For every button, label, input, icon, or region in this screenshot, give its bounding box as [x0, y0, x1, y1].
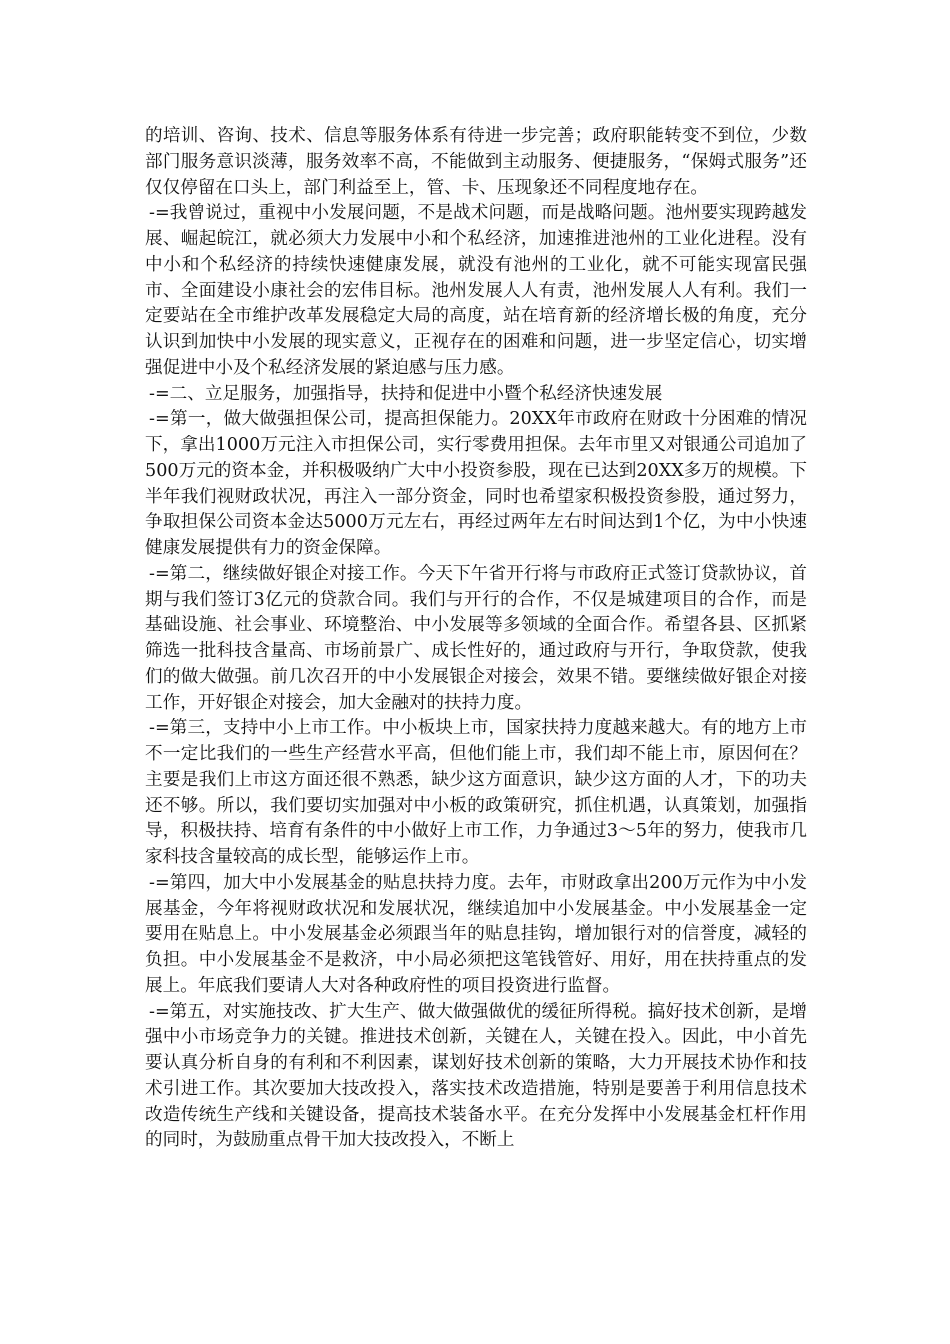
- paragraph-continuation: 的培训、咨询、技术、信息等服务体系有待进一步完善；政府职能转变不到位，少数部门服务意识淡薄，服务效率不高，不能做到主动服务、便捷服务，“保姆式服务”还仅仅停留在口头上，部门利益至上，管、卡、压现象还不同程度地存在。: [145, 126, 807, 198]
- paragraph-third: -=第三，支持中小上市工作。中小板块上市，国家扶持力度越来越大。有的地方上市不一定比我们的一些生产经营水平高，但他们能上市，我们却不能上市，原因何在？主要是我们上市这方面还很不熟悉，缺少这方面意识，缺少这方面的人才，下的功夫还不够。所以，我们要切实加强对中小板的政策研究，抓住机遇，认真策划，加强指导，积极扶持、培育有条件的中小做好上市工作，力争通过3～5年的努力，使我市几家科技含量较高的成长型，能够运作上市。: [145, 718, 807, 867]
- paragraph-fourth: -=第四，加大中小发展基金的贴息扶持力度。去年，市财政拿出200万元作为中小发展基金，今年将视财政状况和发展状况，继续追加中小发展基金。中小发展基金一定要用在贴息上。中小发展基金必须跟当年的贴息挂钩，增加银行对的信誉度，减轻的负担。中小发展基金不是救济，中小局必须把这笔钱管好、用好，用在扶持重点的发展上。年底我们要请人大对各种政府性的项目投资进行监督。: [145, 872, 807, 996]
- paragraph-second: -=第二，继续做好银企对接工作。今天下午省开行将与市政府正式签订贷款协议，首期与我们签订3亿元的贷款合同。我们与开行的合作，不仅是城建项目的合作，而是基础设施、社会事业、环境整治、中小发展等多领域的全面合作。希望各县、区抓紧筛选一批科技含量高、市场前景广、成长性好的，通过政府与开行，争取贷款，使我们的做大做强。前几次召开的中小发展银企对接会，效果不错。要继续做好银企对接工作，开好银企对接会，加大金融对的扶持力度。: [145, 563, 807, 713]
- paragraph-strategy: -=我曾说过，重视中小发展问题，不是战术问题，而是战略问题。池州要实现跨越发展、崛起皖江，就必须大力发展中小和个私经济，加速推进池州的工业化进程。没有中小和个私经济的持续快速健康发展，就没有池州的工业化，就不可能实现富民强市、全面建设小康社会的宏伟目标。池州发展人人有责，池州发展人人有利。我们一定要站在全市维护改革发展稳定大局的高度，站在培育新的经济增长极的角度，充分认识到加快中小发展的现实意义，正视存在的困难和问题，进一步坚定信心，切实增强促进中小及个私经济发展的紧迫感与压力感。: [145, 203, 807, 378]
- paragraph-first: -=第一，做大做强担保公司，提高担保能力。20XX年市政府在财政十分困难的情况下，拿出1000万元注入市担保公司，实行零费用担保。去年市里又对银通公司追加了500万元的资本金，并积极吸纳广大中小投资参股，现在已达到20XX多万的规模。下半年我们视财政状况，再注入一部分资金，同时也希望家积极投资参股，通过努力，争取担保公司资本金达5000万元左右，再经过两年左右时间达到1个亿，为中小快速健康发展提供有力的资金保障。: [145, 409, 807, 558]
- document-page: [145, 124, 807, 1154]
- section-heading-two: -=二、立足服务，加强指导，扶持和促进中小暨个私经济快速发展: [149, 383, 663, 404]
- paragraph-fifth: -=第五，对实施技改、扩大生产、做大做强做优的缓征所得税。搞好技术创新，是增强中小市场竞争力的关键。推进技术创新，关键在人，关键在投入。因此，中小首先要认真分析自身的有利和不利因素，谋划好技术创新的策略，大力开展技术协作和技术引进工作。其次要加大技改投入，落实技术改造措施，特别是要善于利用信息技术改造传统生产线和关键设备，提高技术装备水平。在充分发挥中小发展基金杠杆作用的同时，为鼓励重点骨干加大技改投入，不断上: [145, 1001, 807, 1151]
